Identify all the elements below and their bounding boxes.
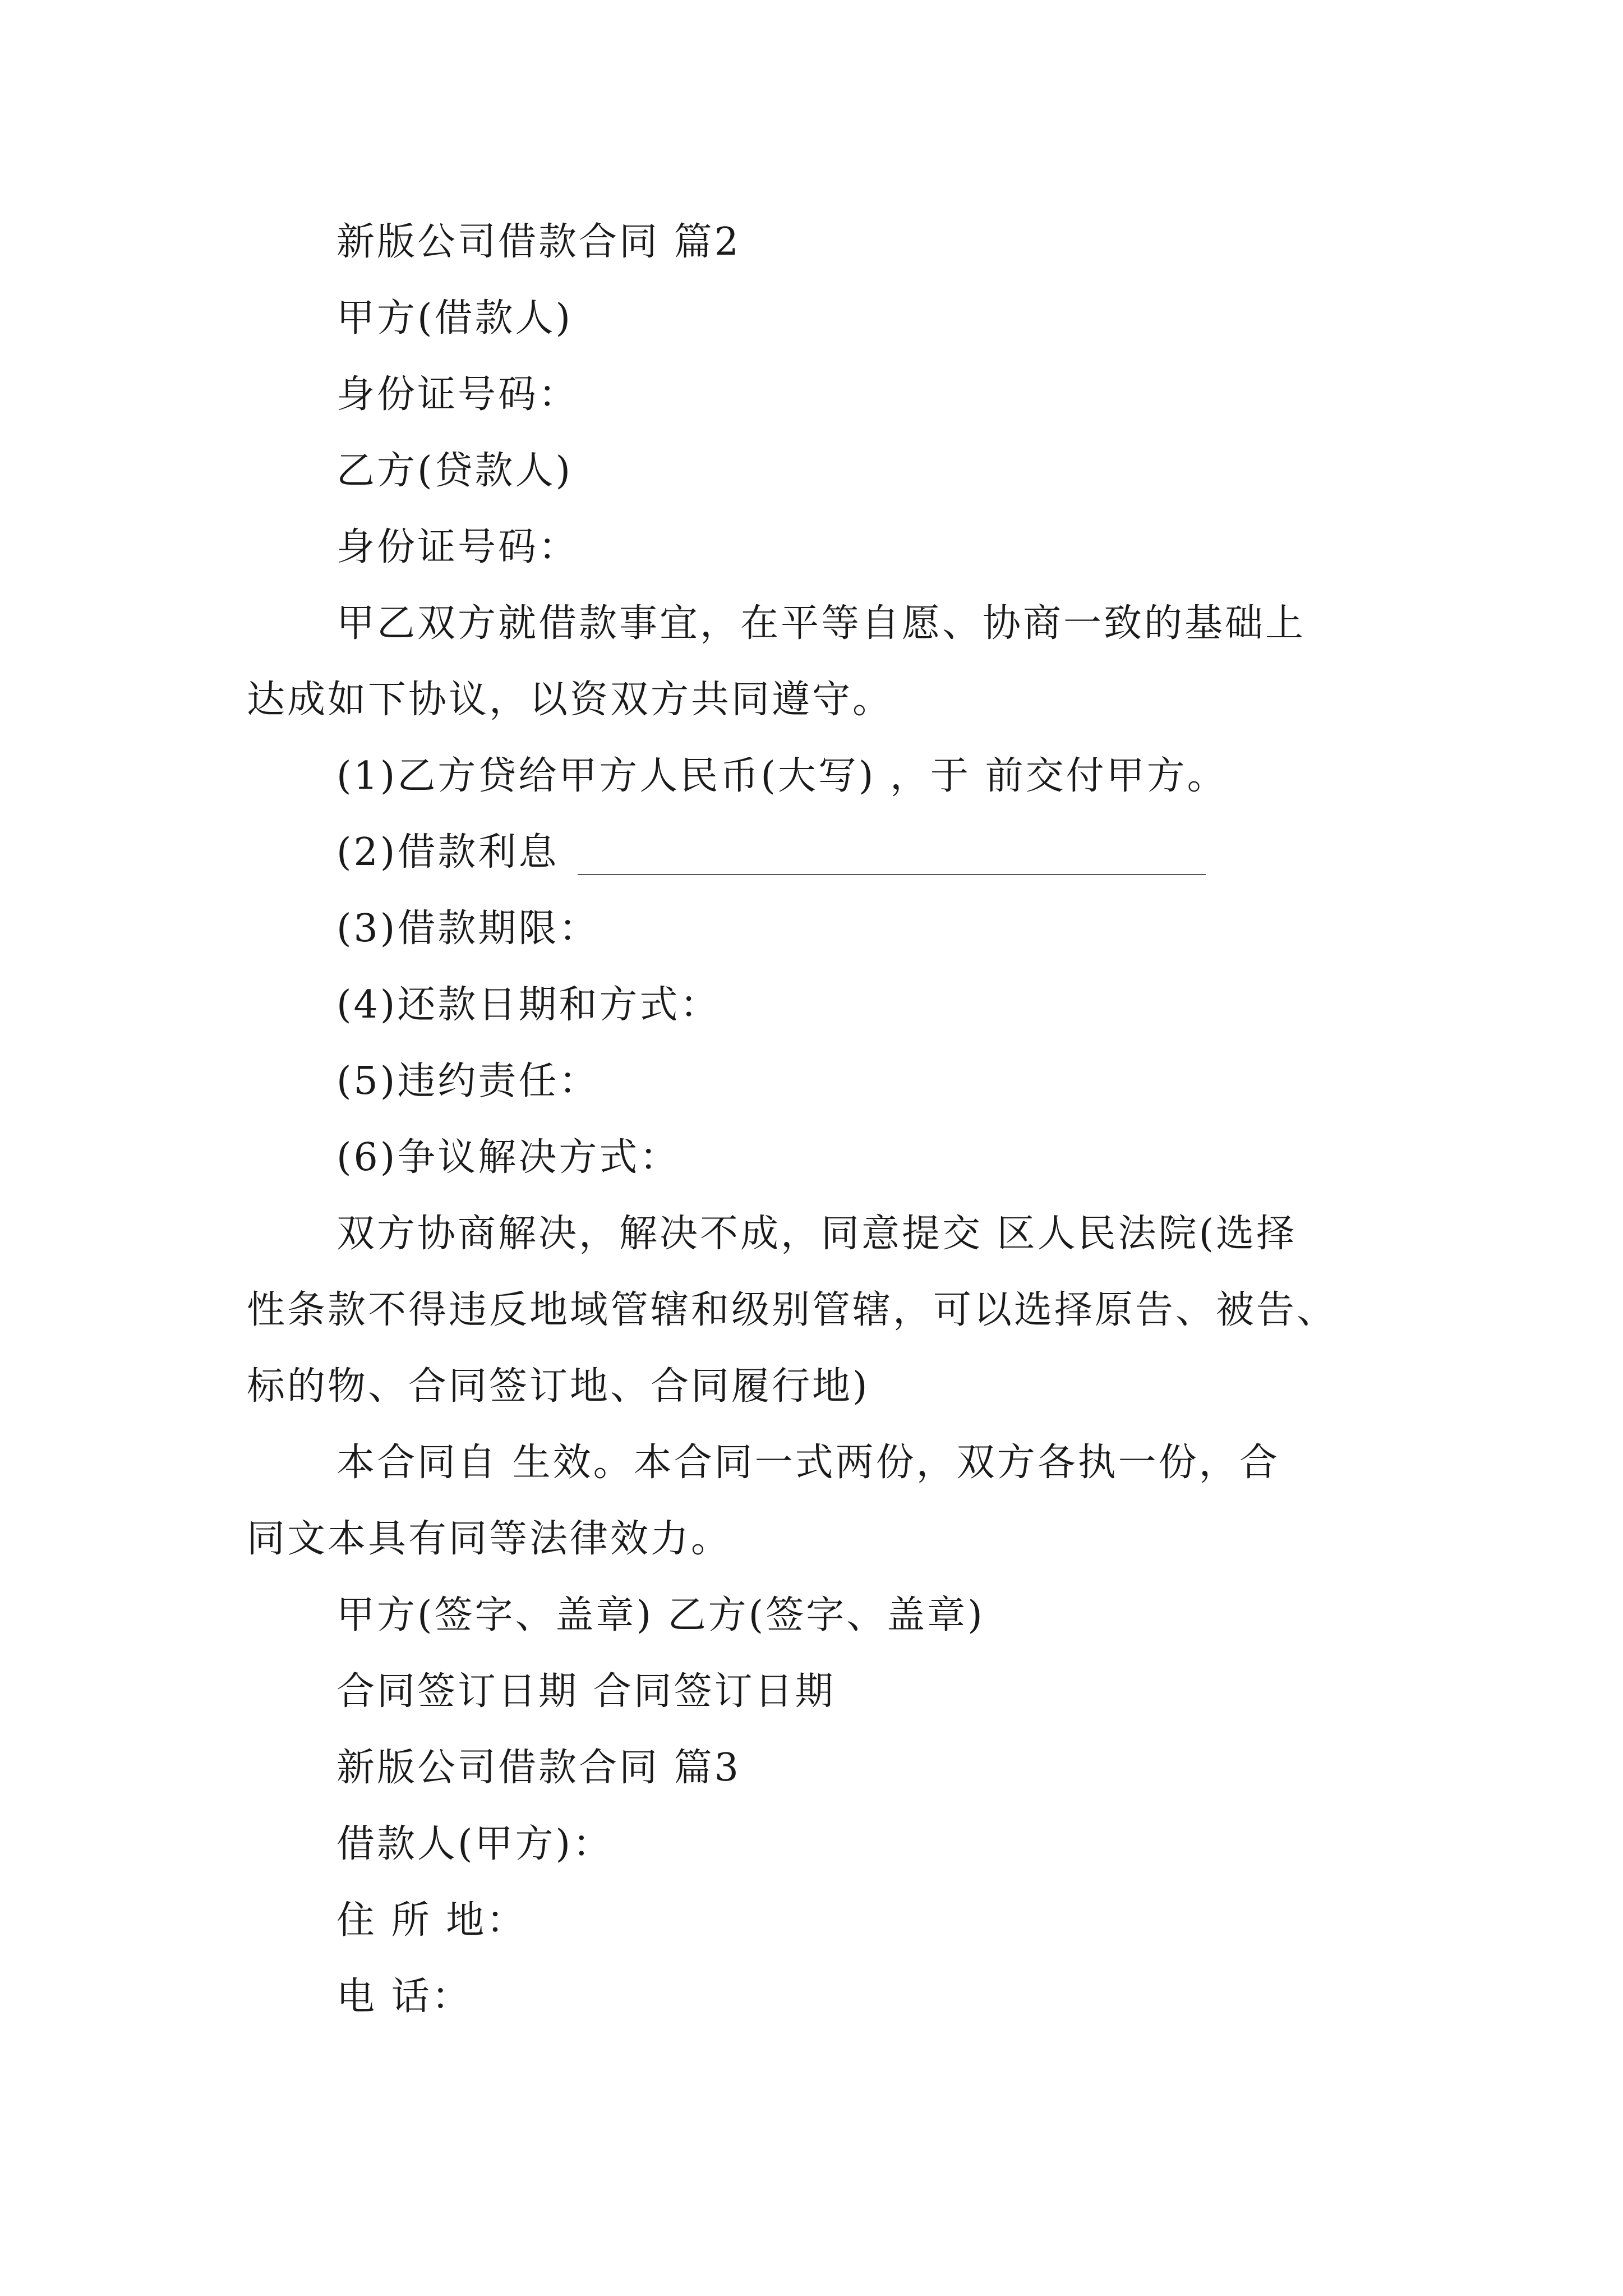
party-b-id-label: 身份证号码： [336, 525, 579, 569]
dispute-text-line-1: 双方协商解决，解决不成，同意提交 区人民法院(选择 [336, 1212, 1297, 1256]
address-label: 住 所 地： [336, 1898, 527, 1943]
party-a-id-label: 身份证号码： [336, 372, 579, 417]
effect-text-line-2: 同文本具有同等法律效力。 [247, 1517, 732, 1561]
dispute-text-line-3: 标的物、合同签订地、合同履行地) [247, 1364, 870, 1409]
clause-3-term: (3)借款期限： [336, 907, 600, 951]
effect-text-line-1: 本合同自 生效。本合同一式两份，双方各执一份，合 [336, 1441, 1280, 1485]
borrower-label: 借款人(甲方)： [336, 1822, 614, 1866]
phone-label: 电 话： [336, 1975, 472, 2019]
signature-line: 甲方(签字、盖章) 乙方(签字、盖章) [336, 1593, 985, 1637]
section-heading-2: 新版公司借款合同 篇2 [336, 220, 741, 264]
interest-blank-line [578, 874, 1206, 875]
dispute-text-line-2: 性条款不得违反地域管辖和级别管辖，可以选择原告、被告、 [247, 1288, 1338, 1332]
clause-6-dispute: (6)争议解决方式： [336, 1135, 680, 1180]
signing-date-line: 合同签订日期 合同签订日期 [336, 1669, 836, 1714]
party-a-label: 甲方(借款人) [336, 296, 573, 341]
agreement-intro-line-2: 达成如下协议，以资双方共同遵守。 [247, 678, 893, 722]
agreement-intro-line-1: 甲乙双方就借款事宜，在平等自愿、协商一致的基础上 [336, 601, 1306, 646]
section-heading-3: 新版公司借款合同 篇3 [336, 1746, 741, 1790]
clause-1-loan-amount: (1)乙方贷给甲方人民币(大写) ，于 前交付甲方。 [336, 754, 1228, 798]
clause-5-liability: (5)违约责任： [336, 1059, 600, 1103]
clause-2-interest: (2)借款利息 [336, 830, 559, 875]
party-b-label: 乙方(贷款人) [336, 449, 573, 493]
clause-4-repayment: (4)还款日期和方式： [336, 983, 721, 1027]
